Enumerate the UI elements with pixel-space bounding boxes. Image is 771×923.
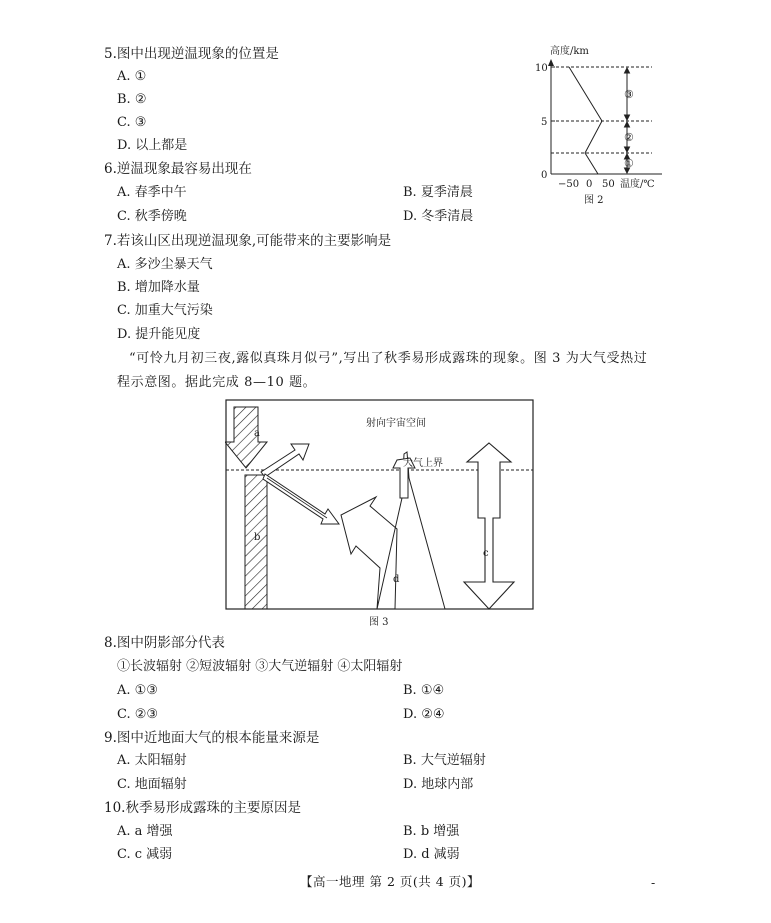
q7-option-b: B. 增加降水量 <box>117 280 200 295</box>
fig2-x-axis-label: 温度/℃ <box>620 179 655 190</box>
q9-option-d: D. 地球内部 <box>403 777 474 792</box>
fig2-zone-1-label: ① <box>624 157 634 170</box>
fig2-y-tick-5: 5 <box>541 117 548 128</box>
passage-line-2: 程示意图。据此完成 8—10 题。 <box>117 375 317 390</box>
fig2-caption: 图 2 <box>584 195 604 206</box>
q6-option-b: B. 夏季清晨 <box>403 185 473 200</box>
fig2-x-tick-neg50: −50 <box>558 179 580 190</box>
figure-2-temperature-profile <box>528 36 668 208</box>
q8-option-b: B. ①④ <box>403 683 445 698</box>
fig2-y-tick-0: 0 <box>541 170 548 181</box>
fig2-zone-2-label: ② <box>624 131 634 144</box>
q6-option-d: D. 冬季清晨 <box>403 209 474 224</box>
q5-option-b: B. ② <box>117 92 147 107</box>
q9-option-b: B. 大气逆辐射 <box>403 753 486 768</box>
q5-stem: 5.图中出现逆温现象的位置是 <box>104 46 279 62</box>
q10-option-c: C. c 减弱 <box>117 847 173 862</box>
q10-option-a: A. a 增强 <box>117 824 173 839</box>
q8-option-a: A. ①③ <box>117 683 158 698</box>
fig3-label-b: b <box>254 532 261 543</box>
fig2-x-tick-50: 50 <box>602 179 615 190</box>
fig3-caption: 图 3 <box>369 617 389 628</box>
q7-option-a: A. 多沙尘暴天气 <box>117 257 213 272</box>
footer-mark: - <box>651 875 656 890</box>
page-footer: 【高一地理 第 2 页(共 4 页)】 <box>300 874 481 889</box>
fig3-label-boundary: 大气上界 <box>403 458 443 469</box>
q10-option-d: D. d 减弱 <box>403 847 460 862</box>
q10-stem: 10.秋季易形成露珠的主要原因是 <box>104 800 301 816</box>
q5-option-a: A. ① <box>117 69 147 84</box>
q10-option-b: B. b 增强 <box>403 824 460 839</box>
q6-option-a: A. 春季中午 <box>117 185 187 200</box>
q9-stem: 9.图中近地面大气的根本能量来源是 <box>104 730 320 746</box>
fig2-zone-3-label: ③ <box>624 88 634 101</box>
q7-stem: 7.若该山区出现逆温现象,可能带来的主要影响是 <box>104 233 392 249</box>
q7-option-d: D. 提升能见度 <box>117 327 201 342</box>
fig3-label-space: 射向宇宙空间 <box>366 418 426 429</box>
fig3-label-a: a <box>254 428 260 439</box>
q8-stem: 8.图中阴影部分代表 <box>104 635 225 651</box>
q8-option-d: D. ②④ <box>403 707 445 722</box>
fig2-x-tick-0: 0 <box>586 179 593 190</box>
q9-option-a: A. 太阳辐射 <box>117 753 187 768</box>
q6-stem: 6.逆温现象最容易出现在 <box>104 161 252 177</box>
q5-option-c: C. ③ <box>117 115 147 130</box>
passage-line-1: “可怜九月初三夜,露似真珠月似弓”,写出了秋季易形成露珠的现象。图 3 为大气受热过 <box>129 351 648 366</box>
q7-option-c: C. 加重大气污染 <box>117 303 213 318</box>
fig2-y-tick-10: 10 <box>535 63 548 74</box>
fig2-y-axis-label: 高度/km <box>550 46 589 57</box>
q6-option-c: C. 秋季傍晚 <box>117 209 187 224</box>
q8-option-c: C. ②③ <box>117 707 159 722</box>
figure-3-atmospheric-heating <box>225 398 535 630</box>
q9-option-c: C. 地面辐射 <box>117 777 187 792</box>
q5-option-d: D. 以上都是 <box>117 138 188 153</box>
q8-choices: ①长波辐射 ②短波辐射 ③大气逆辐射 ④太阳辐射 <box>117 659 403 674</box>
fig3-label-d: d <box>393 574 400 585</box>
fig3-label-c: c <box>483 548 489 559</box>
